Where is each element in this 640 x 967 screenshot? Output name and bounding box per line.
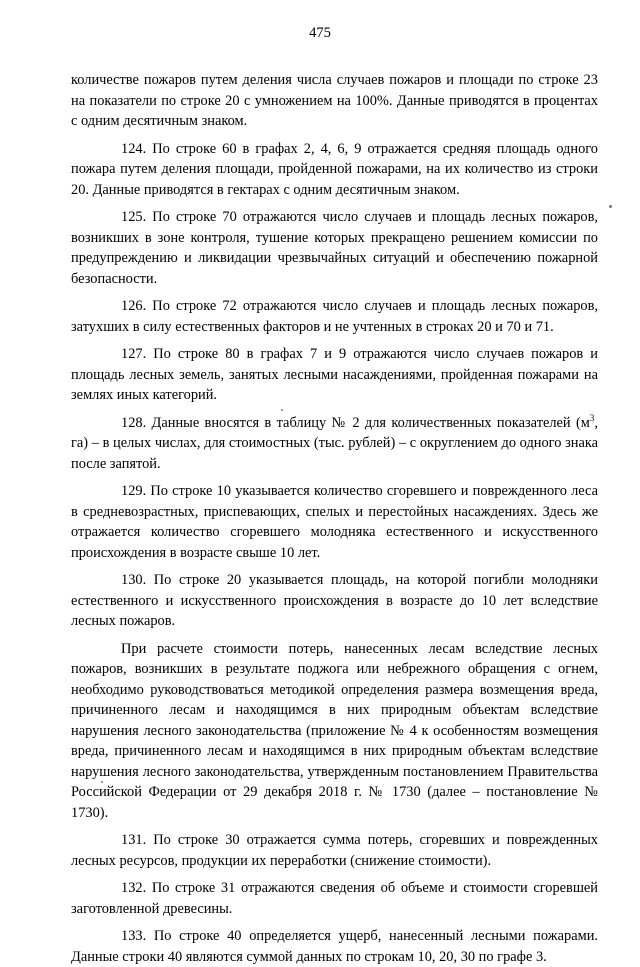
paragraph-128-text-after: , га) – в целых числах, для стоимостных (тыс. рублей) – с округлением до одного знака после запятой. (71, 414, 598, 472)
scan-speck (101, 781, 103, 783)
paragraph-130: 130. По строке 20 указывается площадь, на которой погибли молодняки естественного и искусственного происхождения в возрасте до 10 лет вследствие лесных пожаров. (71, 572, 598, 629)
cubic-superscript: 3 (589, 412, 595, 423)
paragraph-124: 124. По строке 60 в графах 2, 4, 6, 9 отражается средняя площадь одного пожара путем деления площади, пройденной пожарами, на их количество из строки 20. Данные приводятся в гектарах с одним десятичным знаком. (71, 140, 598, 198)
paragraph-125: 125. По строке 70 отражаются число случаев и площадь лесных пожаров, возникших в зоне контроля, тушение которых прекращено решением комиссии по предупреждению и ликвидации чрезвычайных ситуаций и обеспечению пожарной безопасности. (71, 209, 598, 287)
paragraph-131: 131. По строке 30 отражается сумма потерь, сгоревших и поврежденных лесных ресурсов, продукции их переработки (снижение стоимости). (71, 832, 598, 869)
paragraph-128-text-before: 128. Данные вносятся в таблицу № 2 для количественных показателей (м (121, 414, 590, 431)
paragraph-132: 132. По строке 31 отражаются сведения об объеме и стоимости сгоревшей заготовленной древесины. (71, 880, 598, 917)
paragraph-loss-calculation: При расчете стоимости потерь, нанесенных лесам вследствие лесных пожаров, возникших в результате поджога или небрежного обращения с огнем, необходимо руководствоваться методикой определения размера возмещения вреда, причиненного лесам и находящимся в них природным объектам вследствие нарушения лесного законодательства (приложение № 4 к особенностям возмещения вреда, причиненного лесам и находящимся в них природным объектам вследствие нарушения лесного законодательства, утвержденным постановлением Правительства Российской Федерации от 29 декабря 2018 г. № 1730 (далее – постановление № 1730). (71, 640, 598, 821)
paragraph-126: 126. По строке 72 отражаются число случаев и площадь лесных пожаров, затухших в силу естественных факторов и не учтенных в строках 20 и 70 и 71. (71, 298, 598, 335)
paragraph-128 (71, 413, 598, 475)
paragraph-129: 129. По строке 10 указывается количество сгоревшего и поврежденного леса в средневозрастных, приспевающих, спелых и перестойных насаждениях. Здесь же отражается количество сгоревшего молодняка естественного и искусственного происхождения в возрасте свыше 10 лет. (71, 483, 598, 561)
scan-speck (281, 409, 283, 411)
scan-speck (609, 205, 612, 208)
page-number: 475 (309, 25, 331, 41)
paragraph-133: 133. По строке 40 определяется ущерб, нанесенный лесными пожарами. Данные строки 40 являются суммой данных по строкам 10, 20, 30 по графе 3. (71, 928, 598, 965)
document-body (71, 70, 598, 967)
paragraph-continuation: количестве пожаров путем деления числа случаев пожаров и площади по строке 23 на показатели по строке 20 с умножением на 100%. Данные приводятся в процентах с одним десятичным знаком. (71, 72, 598, 129)
paragraph-127: 127. По строке 80 в графах 7 и 9 отражаются число случаев пожаров и площадь лесных земель, занятых лесными насаждениями, пройденная пожарами на землях иных категорий. (71, 346, 598, 403)
